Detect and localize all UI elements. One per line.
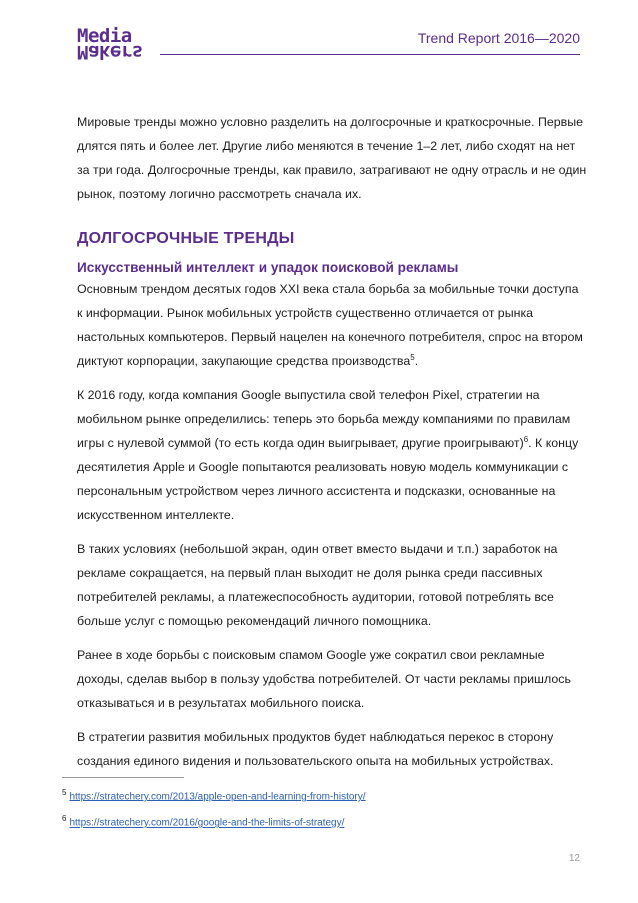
paragraph-3: В таких условиях (небольшой экран, один ответ вместо выдачи и т.п.) заработок на рекламе сокращается, на первый план выходит не доля рынка среди пассивных потребителей рекламы, а платежеспособность аудитории, готовой потреблять все больше услуг с помощью рекомендаций личного помощника. bbox=[77, 542, 558, 628]
footnote-number: 5 bbox=[62, 788, 67, 797]
paragraph-2 bbox=[77, 383, 587, 527]
main-content bbox=[77, 110, 587, 783]
footnote-link-6[interactable]: https://stratechery.com/2016/google-and-the-limits-of-strategy/ bbox=[69, 817, 345, 829]
intro-paragraph: Мировые тренды можно условно разделить на долгосрочные и краткосрочные. Первые длятся пять и более лет. Другие либо меняются в течение 1–2 лет, либо сходят на нет за три года. Долгосрочные тренды, как правило, затрагивают не одну отрасль и не один рынок, поэтому логично рассмотреть сначала их. bbox=[77, 115, 587, 201]
paragraph-2-text-b: . К концу десятилетия Apple и Google попытаются реализовать новую модель коммуникации с персональным устройством через личного ассистента и подсказки, основанные на искусственном интеллекте. bbox=[77, 436, 579, 522]
paragraph-1-text: Основным трендом десятых годов XXI века стала борьба за мобильные точки доступа к информации. Рынок мобильных устройств существенно отличается от рынка настольных компьютеров. Первый нацелен на конечного потребителя, спрос на втором диктуют корпорации, закупающие средства производства bbox=[77, 282, 583, 368]
footnote-number: 6 bbox=[62, 814, 67, 824]
paragraph-1-end: . bbox=[414, 354, 419, 368]
footnote-ref-6[interactable]: 6 bbox=[523, 434, 529, 444]
logo-line-media: Media bbox=[77, 25, 132, 47]
footnote-6 bbox=[62, 814, 366, 828]
paragraph-1 bbox=[77, 277, 587, 373]
paragraph-4: Ранее в ходе борьбы с поисковым спамом Google уже сократил свои рекламные доходы, сделав выбор в пользу удобства потребителей. От части рекламы пришлось отказываться и в результатах мобильного поиска. bbox=[77, 648, 571, 710]
header-divider bbox=[160, 54, 580, 55]
media-makers-logo bbox=[77, 25, 155, 63]
section-title: ДОЛГОСРОЧНЫЕ ТРЕНДЫ bbox=[77, 230, 295, 247]
footnote-link-5[interactable]: https://stratechery.com/2013/apple-open-and-learning-from-history/ bbox=[69, 791, 366, 803]
footnote-divider bbox=[62, 777, 184, 778]
footnote-5 bbox=[62, 788, 366, 802]
logo-line-makers: Makers bbox=[77, 41, 143, 63]
paragraph-5: В стратегии развития мобильных продуктов будет наблюдаться перекос в сторону создания единого видения и пользовательского опыта на мобильных устройствах. bbox=[77, 730, 554, 768]
subsection-title: Искусственный интеллект и упадок поисковой рекламы bbox=[77, 260, 459, 275]
page-number: 12 bbox=[568, 853, 580, 864]
footnote-ref-5[interactable]: 5 bbox=[410, 352, 415, 362]
footnotes bbox=[62, 788, 366, 841]
report-title: Trend Report 2016—2020 bbox=[417, 30, 580, 46]
paragraph-2-text-a: К 2016 году, когда компания Google выпустила свой телефон Pixel, стратегии на мобильном рынке определились: теперь это борьба между компаниями по правилам игры с нулевой суммой (то есть когда один выигрывает, другие проигрывают) bbox=[77, 388, 571, 450]
